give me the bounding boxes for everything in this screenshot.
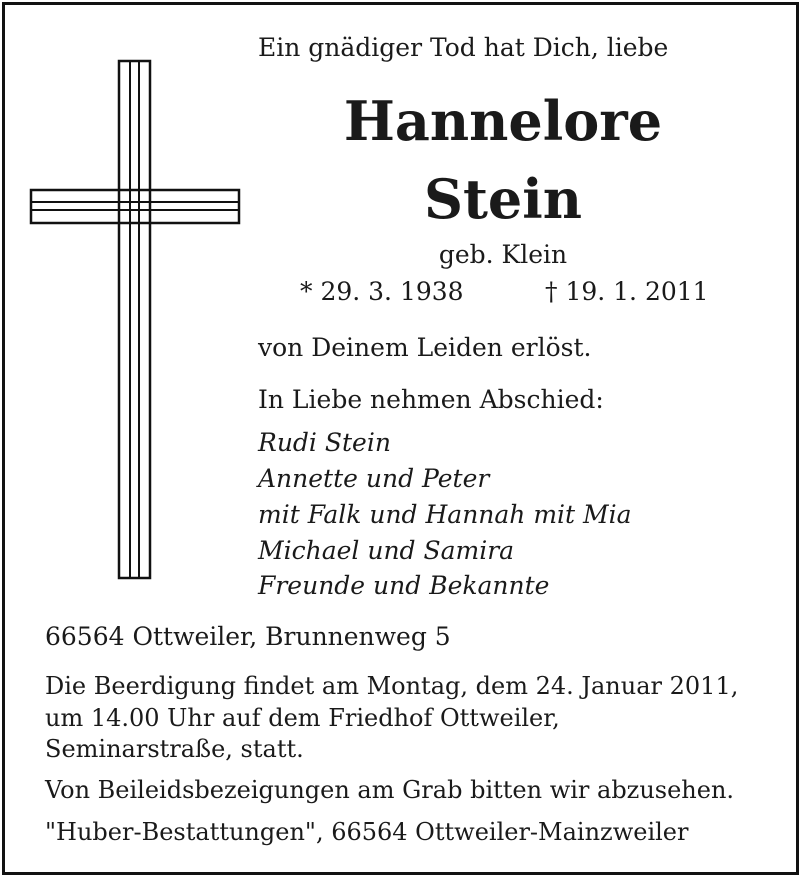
family-address: 66564 Ottweiler, Brunnenweg 5: [45, 622, 451, 651]
closing-text: von Deinem Leiden erlöst.: [258, 333, 592, 362]
mourner-line: Rudi Stein: [258, 428, 391, 457]
undertaker-info: "Huber-Bestattungen", 66564 Ottweiler-Mainzweiler: [45, 818, 689, 846]
birth-date: * 29. 3. 1938: [300, 277, 464, 306]
condolence-note: Von Beileidsbezeigungen am Grab bitten wir abzusehen.: [45, 776, 735, 804]
death-date: † 19. 1. 2011: [545, 277, 709, 306]
mourner-line: Freunde und Bekannte: [258, 571, 550, 600]
intro-text: Ein gnädiger Tod hat Dich, liebe: [258, 33, 669, 62]
deceased-first-name: Hannelore: [343, 89, 663, 153]
funeral-line: Seminarstraße, statt.: [45, 735, 304, 763]
farewell-heading: In Liebe nehmen Abschied:: [258, 385, 604, 414]
mourner-line: Annette und Peter: [258, 464, 490, 493]
mourner-line: Michael und Samira: [258, 536, 515, 565]
deceased-last-name: Stein: [423, 167, 583, 231]
maiden-name: geb. Klein: [438, 240, 568, 269]
funeral-line: um 14.00 Uhr auf dem Friedhof Ottweiler,: [45, 704, 560, 732]
funeral-line: Die Beerdigung findet am Montag, dem 24. Januar 2011,: [45, 672, 739, 700]
mourner-line: mit Falk und Hannah mit Mia: [258, 500, 632, 529]
